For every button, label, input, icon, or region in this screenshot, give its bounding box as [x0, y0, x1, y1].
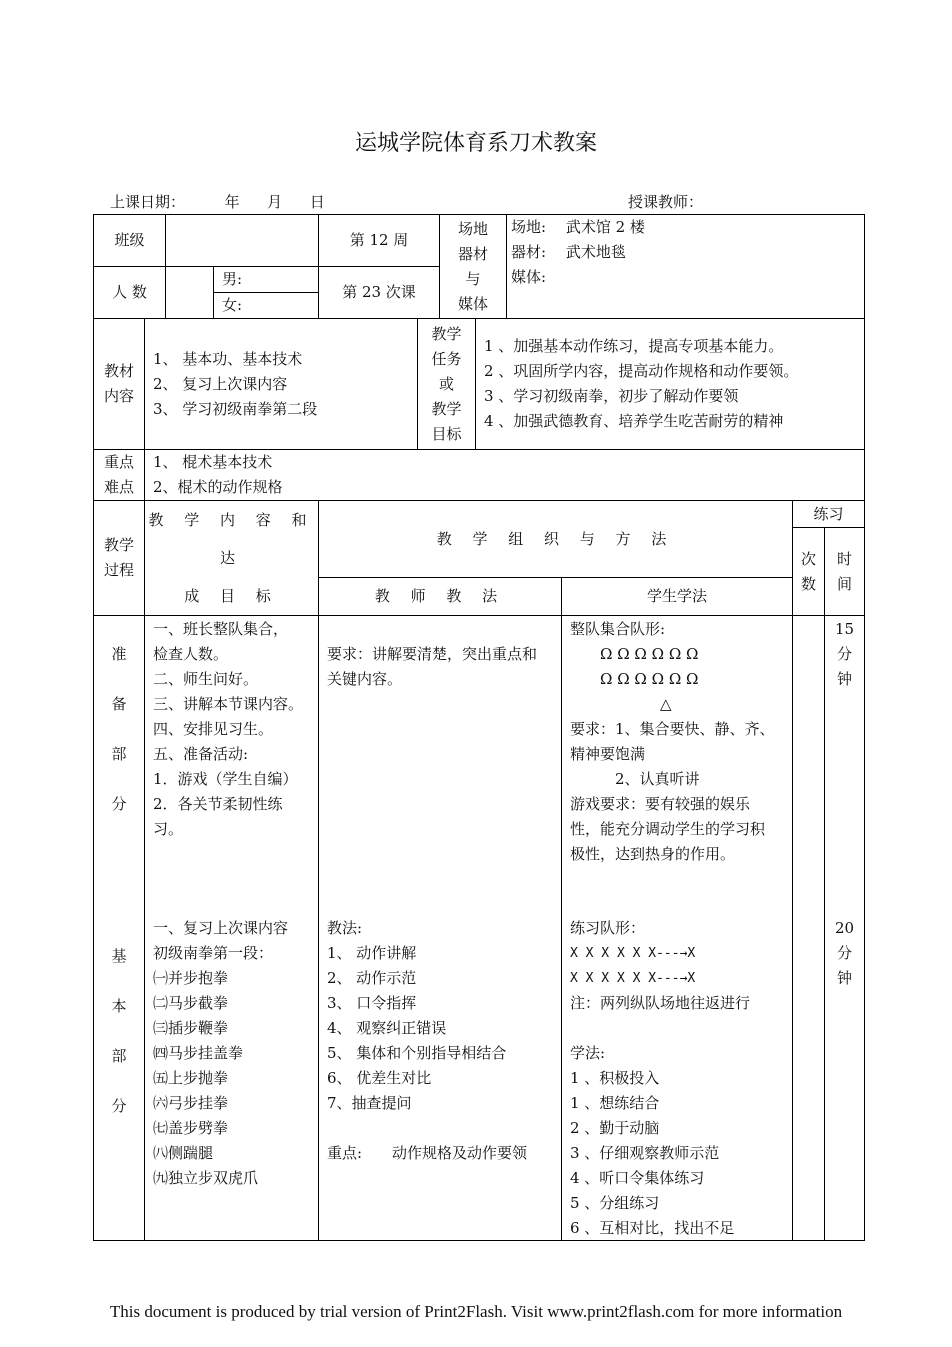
process-label: 教学 过程 [94, 501, 145, 616]
venue-details: 场地: 武术馆 2 楼 器材: 武术地毯 媒体: [507, 215, 865, 319]
student-column [562, 616, 793, 1241]
date-label: 上课日期： [110, 193, 186, 211]
org-header: 教 学 组 织 与 方 法 [319, 501, 793, 578]
duration-column [825, 616, 865, 1241]
keypoints-items: 1、 棍术基本技术 2、棍术的动作规格 [145, 450, 865, 501]
prep-section-label: 准 备 部 分 [111, 645, 127, 813]
basic-section-label: 基 本 部 分 [111, 947, 127, 1115]
teacher-label: 授课教师： [628, 193, 704, 211]
male-label: 男: [214, 267, 319, 293]
prep-teacher: 要求：讲解要清楚，突出重点和 关键内容。 [327, 645, 538, 688]
date-line [110, 191, 325, 212]
female-label: 女: [214, 293, 319, 319]
trial-footer: This document is produced by trial version of Print2Flash. Visit www.print2flash.com for more information [109, 1302, 843, 1321]
people-count [166, 267, 214, 319]
prep-duration: 15 分 钟 [834, 620, 855, 688]
content-label: 教材 内容 [94, 319, 145, 450]
prep-student: 整队集合队形: Ω Ω Ω Ω Ω Ω Ω Ω Ω Ω Ω Ω △ 要求：1、集合要快、静、齐、 精神要饱满 2、认真听讲 游戏要求：要有较强的娱乐 性，能充分调动学生的学习积 极性，达到热身的作用。 [570, 620, 775, 863]
week-value: 第 12 周 [319, 215, 440, 267]
process-table [93, 449, 865, 1241]
class-label: 班级 [94, 215, 166, 267]
process-content-header: 教 学 内 容 和 达 成 目 标 [145, 501, 319, 616]
basic-student: 练习队形： X X X X X X---→X X X X X X X---→X 注：两列纵队场地往返进行 学法: 1 、积极投入 1 、想练结合 2 、勤于动脑 3 、仔细观察教师示范 4 、听口令集体练习 5 、分组练习 6 、互相对比，找出不足 [570, 919, 751, 1237]
class-value [166, 215, 319, 267]
basic-duration: 20 分 钟 [834, 919, 855, 987]
times-header: 次 数 [793, 528, 825, 616]
basic-teacher: 教法: 1、 动作讲解 2、 动作示范 3、 口令指挥 4、 观察纠正错误 5、 集体和个别指导相结合 6、 优差生对比 7、抽查提问 重点: 动作规格及动作要领 [327, 919, 528, 1162]
content-column [145, 616, 319, 1241]
content-table [93, 318, 865, 450]
people-label: 人 数 [94, 267, 166, 319]
student-method-header: 学生学法 [562, 578, 793, 616]
month-label: 月 [267, 193, 283, 211]
section-column [94, 616, 145, 1241]
info-table [93, 214, 865, 319]
venue-label: 场地 器材 与 媒体 [440, 215, 507, 319]
prep-content: 一、班长整队集合， 检查人数。 二、师生问好。 三、讲解本节课内容。 四、安排见习生。 五、准备活动: 1．游戏（学生自编） 2．各关节柔韧性练 习。 [153, 620, 304, 838]
keypoints-label: 重点 难点 [94, 450, 145, 501]
duration-header: 时 间 [825, 528, 865, 616]
year-label: 年 [224, 193, 240, 211]
task-label: 教学 任务 或 教学 目标 [418, 319, 476, 450]
content-items: 1、 基本功、基本技术 2、 复习上次课内容 3、 学习初级南拳第二段 [145, 319, 418, 450]
teacher-method-header: 教 师 教 法 [319, 578, 562, 616]
basic-content: 一、复习上次课内容 初级南拳第一段： ㈠并步抱拳 ㈡马步截拳 ㈢插步鞭拳 ㈣马步挂盖拳 ㈤上步抛拳 ㈥弓步挂拳 ㈦盖步劈拳 ㈧侧踹腿 ㈨独立步双虎爪 [153, 919, 289, 1187]
goals-list: 1 、加强基本动作练习，提高专项基本能力。 2 、巩固所学内容，提高动作规格和动作要领。 3 、学习初级南拳，初步了解动作要领 4 、加强武德教育、培养学生吃苦耐劳的精神 [476, 319, 865, 450]
day-label: 日 [309, 193, 325, 211]
times-column [793, 616, 825, 1241]
lesson-value: 第 23 次课 [319, 267, 440, 319]
teacher-column [319, 616, 562, 1241]
page-title: 运城学院体育系刀术教案 [354, 131, 597, 156]
practice-header: 练习 [793, 501, 865, 528]
